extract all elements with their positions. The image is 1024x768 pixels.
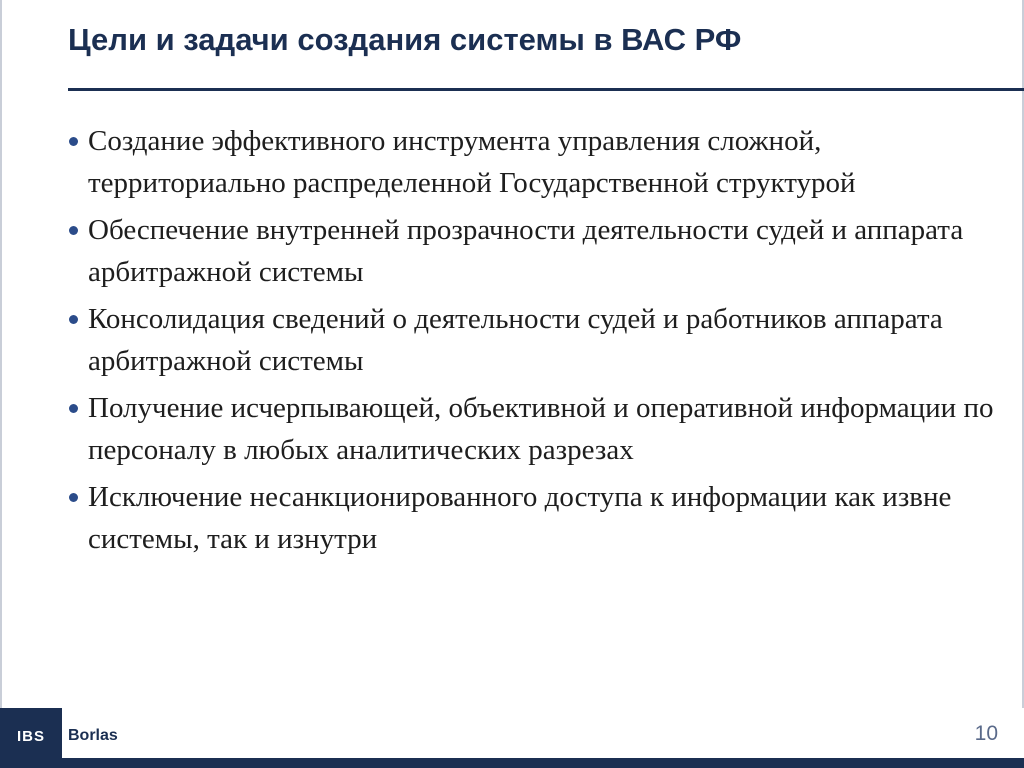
logo-text: IBS xyxy=(16,728,45,745)
bullet-list xyxy=(68,120,998,565)
footer-divider xyxy=(62,758,1024,768)
slide-title: Цели и задачи создания системы в ВАС РФ xyxy=(68,22,742,57)
brand-name: Borlas xyxy=(68,727,118,744)
bullet-text: Обеспечение внутренней прозрачности деятельности судей и аппарата арбитражной системы xyxy=(88,214,964,288)
bullet-dot-icon xyxy=(69,493,78,502)
bullet-dot-icon xyxy=(69,315,78,324)
bullet-item xyxy=(68,120,998,204)
bullet-text: Консолидация сведений о деятельности судей и работников аппарата арбитражной системы xyxy=(88,303,943,377)
bullet-dot-icon xyxy=(69,404,78,413)
bullet-item xyxy=(68,209,998,293)
bullet-dot-icon xyxy=(69,226,78,235)
bullet-item xyxy=(68,298,998,382)
title-divider xyxy=(68,88,1024,91)
bullet-text: Исключение несанкционированного доступа к информации как извне системы, так и изнутри xyxy=(88,481,952,555)
bullet-text: Создание эффективного инструмента управления сложной, территориально распределенной Государственной структурой xyxy=(88,125,856,199)
bullet-item xyxy=(68,476,998,560)
bullet-dot-icon xyxy=(69,137,78,146)
bullet-text: Получение исчерпывающей, объективной и оперативной информации по персоналу в любых аналитических разрезах xyxy=(88,392,994,466)
bullet-item xyxy=(68,387,998,471)
slide-frame-left xyxy=(0,0,2,708)
ibs-logo xyxy=(0,708,62,768)
page-number: 10 xyxy=(974,722,998,745)
